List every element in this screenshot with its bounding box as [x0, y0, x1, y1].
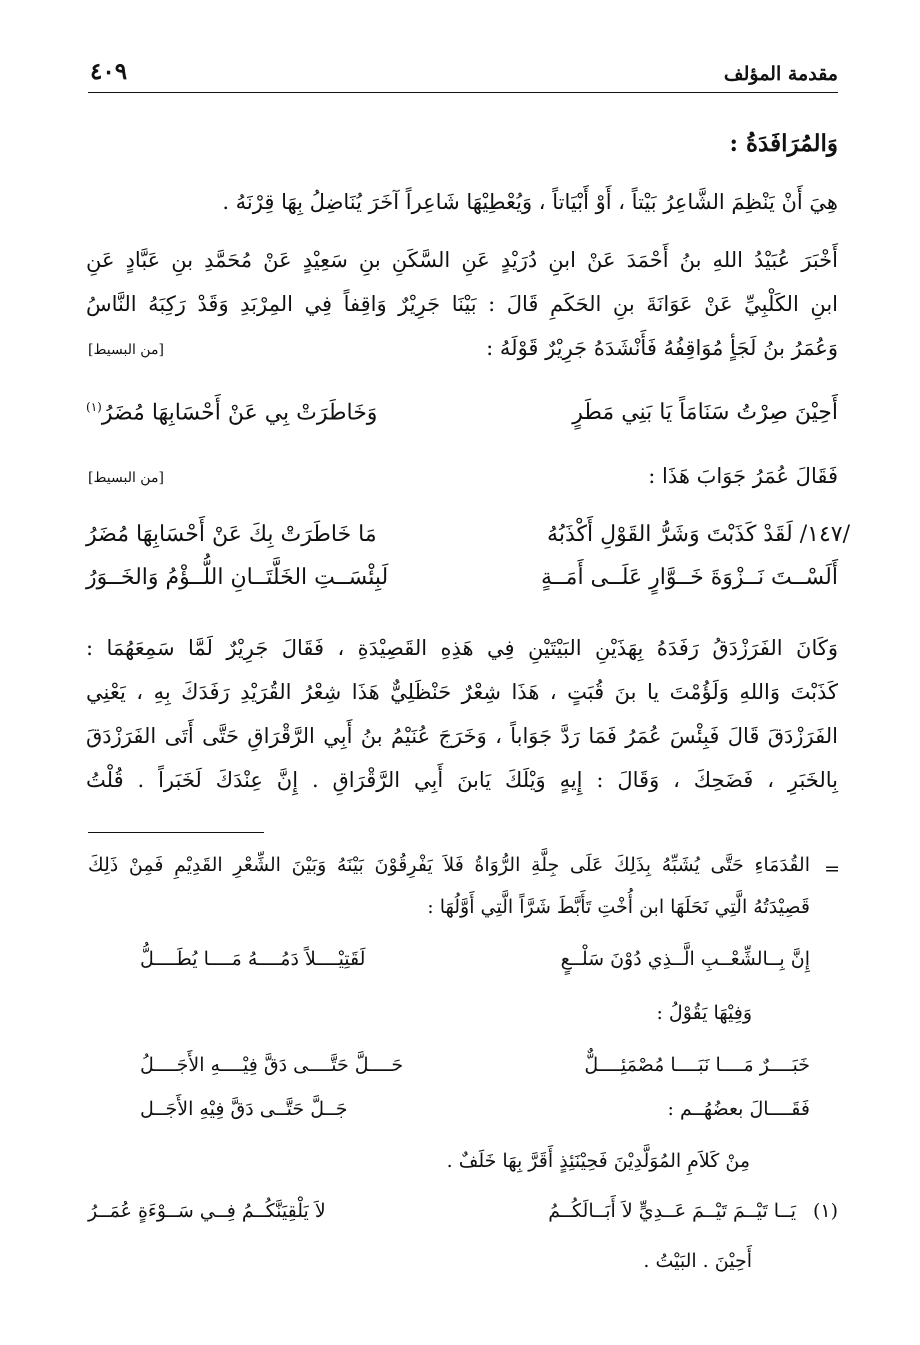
- footnote-verse-a-first: إِنَّ بِــالشِّعْــبِ الَّــذِي دُوْنَ سَلْــعٍ: [560, 948, 810, 970]
- meter-label-2: [من البسيط]: [88, 470, 164, 486]
- footnote-verse-a-second: لَقَتِيْــــلاً دَمُــــهُ مَــــا يُطَــــلُّ: [140, 948, 366, 970]
- verse-3-first-hemistich: أَلَسْــتَ نَــزْوَةَ خَــوَّارٍ عَلَــى أَمَــةٍ: [540, 565, 838, 590]
- footnote-verse-b-first: خَبَــــرٌ مَــــا نَبَــــا مُصْمَئِــــلٌّ: [584, 1054, 810, 1076]
- verse-1-second-hemistich: [86, 400, 377, 425]
- verse-1-first-hemistich: أَحِيْنَ صِرْتُ سَنَامَاً يَا بَنِي مَطَرٍ: [572, 400, 838, 425]
- footnote-1-first-hemistich: يَــا تَيْــمَ تَيْــمَ عَــدِيٍّ لاَ أَبَــالَكُــمُ: [548, 1200, 796, 1222]
- paragraph-line-3: الفَرَزْدَقَ قَالَ فَبِئْسَ عُمَرُ فَمَا رَدَّ جَوَاباً ، وَخَرَجَ عُنَيْمُ بنُ أَبِي الرَّقْرَاقِ حَتَّى أَتَى الفَرَزْدَقَ: [86, 724, 838, 748]
- paragraph-line-4: بِالخَبَرِ ، فَضَحِكَ ، وَقَالَ : إِيهٍ وَيْلَكَ يَابنَ أَبِي الرَّقْرَاقِ . إِنَّ عِنْدَكَ لَخَبَراً . قُلْتُ: [86, 768, 838, 792]
- narration-line-2: ابنِ الكَلْبِيِّ عَنْ عَوَانَةَ بنِ الحَكَمِ قَالَ : بَيْنَا جَرِيْرٌ وَاقِفاً فِي المِرْبَدِ وَقَدْ رَكِبَهُ النَّاسُ: [86, 292, 838, 316]
- footnote-marker: (١): [86, 400, 102, 414]
- footnote-verse-b-second: حَــــلَّ حَتَّــــى دَقَّ فِيْــــهِ الأَجَــــلُ: [140, 1054, 404, 1076]
- footnote-line-3: وَفِيْهَا يَقُوْلُ :: [656, 1002, 752, 1024]
- footnote-line-2: قَصِيْدَتُهُ الَّتِي نَحَلَهَا ابن أُخْتِ تَأَبَّطَ شَرَّاً الَّتِي أَوَّلُهَا :: [427, 896, 810, 918]
- footnote-1-number: (١): [812, 1200, 838, 1222]
- definition-text: هِيَ أَنْ يَنْظِمَ الشَّاعِرُ بَيْتاً ، أَوْ أَبْيَاتاً ، وَيُعْطِيْهَا شَاعِراً آخَرَ يُنَاضِلُ بِهَا قِرْنَهُ .: [222, 190, 838, 214]
- verse-2-second-hemistich: مَا خَاطَرَتْ بِكَ عَنْ أَحْسَابِهَا مُضَرُ: [86, 522, 377, 547]
- manuscript-folio-marker: /١٤٧/: [799, 522, 850, 547]
- footnote-1-second-hemistich: لاَ يَلْقِيَنَّكُــمُ فِــي سَــوْءَةٍ عُمَــرُ: [88, 1200, 326, 1222]
- footnote-separator: [88, 832, 264, 833]
- meter-label: [من البسيط]: [88, 342, 164, 358]
- verse-3-second-hemistich: لَبِئْسَــتِ الخَلَّتَــانِ اللُّــؤْمُ وَالخَــوَرُ: [86, 565, 389, 590]
- footnote-line-1: القُدَمَاءِ حَتَّى يُشَبِّهُ بِذَلِكَ عَلَى جِلَّةِ الرُّوَاةُ فَلاَ يَفْرِقُوْنَ بَيْنَهُ وَبَيْنَ الشِّعْرِ القَدِيْمِ فَمِنْ ذَلِكَ: [88, 854, 810, 876]
- reply-intro: فَقَالَ عُمَرُ جَوَابَ هَذَا :: [648, 464, 838, 488]
- narration-line-3: وَعُمَرُ بنُ لَجَأٍ مُوَاقِفُهُ فَأَنْشَدَهُ جَرِيْرٌ قَوْلَهُ :: [486, 336, 838, 360]
- page-number: ٤٠٩: [90, 58, 128, 85]
- section-heading: وَالمُرَافَدَةُ :: [729, 130, 838, 157]
- footnote-verse-c-second: جَــلَّ حَتَّــى دَقَّ فِيْهِ الأَجَــل: [140, 1098, 348, 1120]
- footnote-line-4: مِنْ كَلاَمِ المُوَلَّدِيْنَ فَحِيْنَئِذٍ أَقَرَّ بِهَا خَلَفٌ .: [446, 1150, 750, 1172]
- footnote-continuation-marker: =: [824, 858, 840, 880]
- verse-1-second-hemistich-text: وَخَاطَرَتْ بِي عَنْ أَحْسَابِهَا مُضَرُ: [101, 400, 378, 426]
- header-rule: [88, 92, 838, 93]
- paragraph-line-2: كَذَبْتَ وَاللهِ وَلَؤُمْتَ يا بنَ قُبَتٍ ، هَذَا شِعْرٌ حَنْظَلِيٌّ هَذَا شِعْرُ القُرَيْدِ رَفَدَكَ بِهِ ، يَعْنِي: [86, 680, 838, 704]
- running-header-title: مقدمة المؤلف: [723, 63, 838, 85]
- footnote-verse-c-first: فَقَــــالَ بعضُهُــم :: [667, 1098, 810, 1120]
- footnote-line-5: أَحِيْنَ . البَيْتُ .: [643, 1250, 752, 1272]
- paragraph-line-1: وَكَانَ الفَرَزْدَقُ رَفَدَهُ بِهَذَيْنِ البَيْتَيْنِ فِي هَذِهِ القَصِيْدَةِ ، فَقَالَ جَرِيْرٌ لَمَّا سَمِعَهُمَا :: [86, 636, 838, 660]
- narration-line-1: أَخْبَرَ عُبَيْدُ اللهِ بنُ أَحْمَدَ عَنْ ابنِ دُرَيْدٍ عَنِ السَّكَنِ بنِ سَعِيْدٍ عَنْ مُحَمَّدِ بنِ عَبَّادٍ عَنِ: [86, 248, 838, 272]
- verse-2-first-hemistich: [547, 522, 850, 547]
- verse-2-first-hemistich-text: لَقَدْ كَذَبْتَ وَشَرُّ القَوْلِ أَكْذَبُهُ: [547, 522, 793, 547]
